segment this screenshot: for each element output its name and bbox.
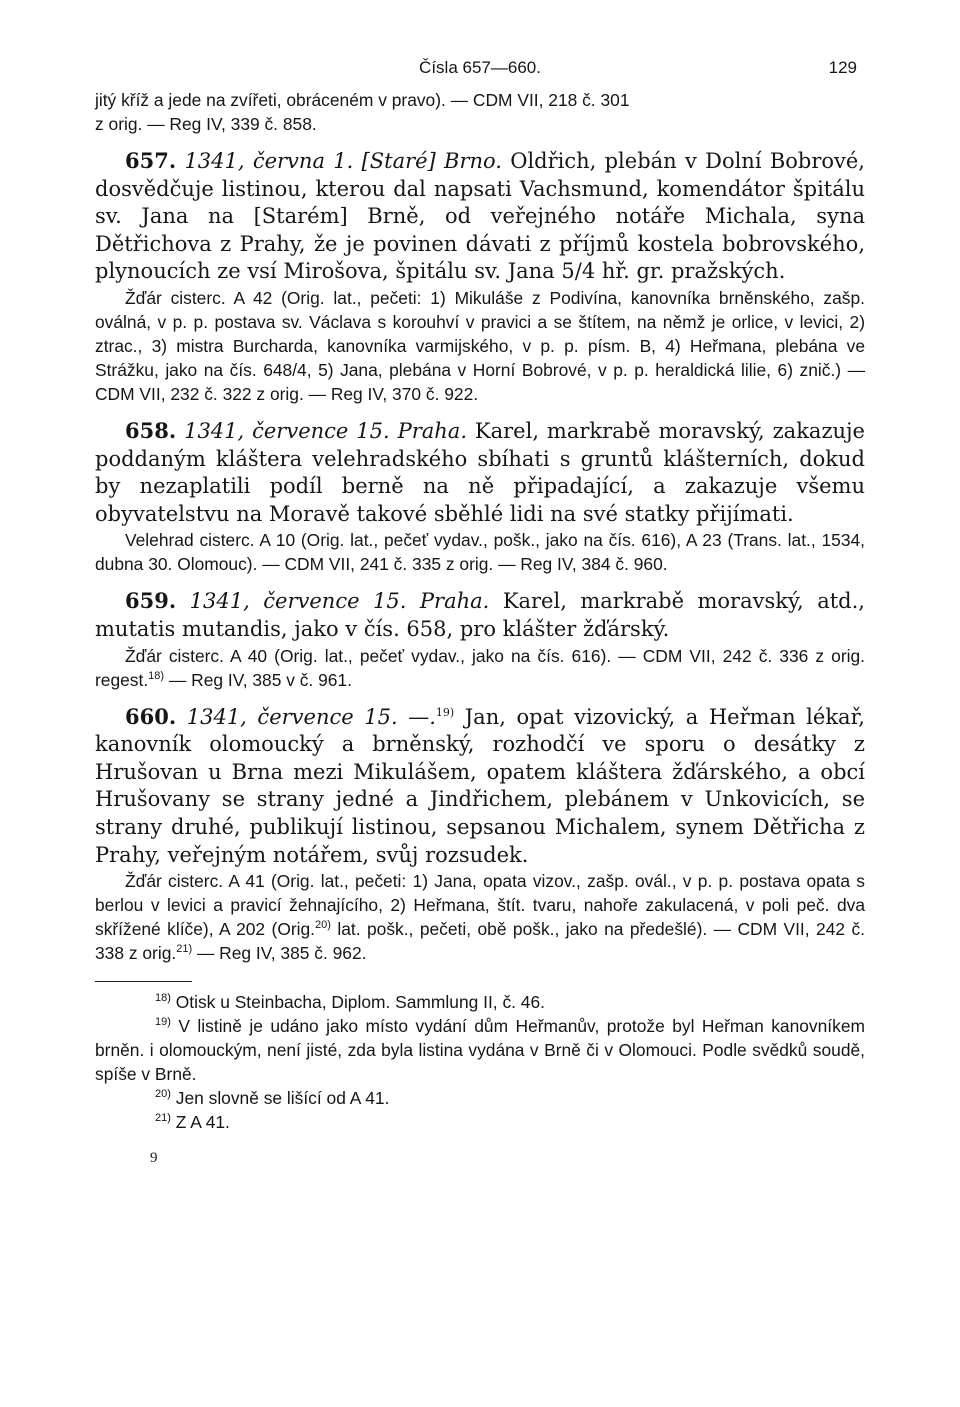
footnote-text: Jen slovně se lišící od A 41.	[175, 1088, 390, 1109]
entry-658	[95, 417, 865, 576]
entry-text: Jan, opat vizovický, a Heřman lékař, kanovník olomoucký a brněnský, rozhodčí ve sporu o desátky z Hrušovan u Brna mezi Mikulášem, opatem kláštera žďárského, a obcí Hrušovany se strany jedné a Jindřichem, plebánem v Unkovicích, se strany druhé, publikují listinou, sepsanou Michalem, synem Dětřicha z Prahy, veřejným notářem, svůj rozsudek.	[95, 704, 865, 867]
page-number: 129	[828, 58, 857, 77]
footnote-mark: 20)	[155, 1088, 171, 1101]
footnote	[95, 1014, 865, 1086]
entry-text: Oldřich, plebán v Dolní Bobrové, dosvědčuje listinou, kterou dal napsati Vachsmund, komendátor špitálu sv. Jana na [Starém] Brně, od veřejného notáře Michala, syna Dětřichova z Prahy, že je povinen dávati z příjmů kostela bobrovského, plynoucích ze vsí Mirošova, špitálu sv. Jana 5/4 hř. gr. pražských.	[95, 149, 865, 284]
footnote-mark: 19)	[155, 1016, 171, 1029]
entry-source	[95, 644, 865, 692]
entry-regest	[95, 587, 865, 643]
continued-line-2: z orig. — Reg IV, 339 č. 858.	[95, 114, 317, 134]
entry-source: Velehrad cisterc. A 10 (Orig. lat., pečeť vydav., pošk., jako na čís. 616), A 23 (Trans. lat., 1534, dubna 30. Olomouc). — CDM VII, 241 č. 335 z orig. — Reg IV, 384 č. 960.	[95, 530, 865, 575]
entry-date: 1341, června 1. [Staré] Brno.	[184, 149, 502, 173]
signature-mark: 9	[150, 1150, 158, 1167]
entry-text: Karel, markrabě moravský, atd., mutatis mutandis, jako v čís. 658, pro klášter žďárský.	[95, 589, 865, 641]
source-text: — Reg IV, 385 v č. 961.	[164, 669, 352, 690]
entry-source	[95, 869, 865, 965]
entry-date: 1341, července 15. Praha.	[189, 589, 490, 614]
entry-date: 1341, července 15. —.	[186, 704, 436, 729]
entry-number: 660.	[125, 703, 177, 729]
footnote-ref: 19)	[435, 705, 455, 719]
source-text: Žďár cisterc. A 40 (Orig. lat., pečeť vydav., jako na čís. 616). — CDM VII, 242 č. 336 z orig. regest.	[95, 645, 865, 690]
entry-660	[95, 703, 865, 966]
footnote-mark: 18)	[155, 992, 171, 1005]
entry-source: Žďár cisterc. A 42 (Orig. lat., pečeti: 1) Mikuláše z Podivína, kanovníka brněnského, zašp. oválná, v p. p. postava sv. Václava s korouhví v pravici a se štítem, na němž je orlice, v levici, 2) ztrac., 3) mistra Burcharda, kanovníka varmijského, v p. p. písm. B, 4) Heřmana, plebána ve Strážku, jako na čís. 648/4, 5) Jana, plebána v Horní Bobrové, v p. p. heraldická lilie, 6) znič.) — CDM VII, 232 č. 322 z orig. — Reg IV, 370 č. 922.	[95, 287, 865, 404]
entry-date: 1341, července 15. Praha.	[184, 418, 467, 443]
footnote-ref: 18)	[148, 669, 165, 682]
entry-text: Karel, markrabě moravský, zakazuje poddaným kláštera velehradského sbíhati s gruntů klášterních, dokud by nezaplatili podíl berně na ně připadající, a zakazuje všemu obyvatelstvu na Moravě takové sběhlé lidi na své statky přijímati.	[95, 418, 865, 526]
entry-number: 658.	[125, 417, 177, 443]
source-text: Žďár cisterc. A 41 (Orig. lat., pečeti: 1) Jana, opata vizov., zašp. ovál., v p. p. postava opata s berlou v levici a pravicí žehnajícího, 2) Heřmana, štít. tvaru, nahoře zakulacená, v poli peč. dva skřížené klíče), A 202 (Orig.	[95, 871, 865, 940]
entry-regest	[95, 417, 865, 528]
footnote-ref: 21)	[176, 943, 193, 956]
document-page	[95, 58, 865, 1167]
entry-regest	[95, 147, 865, 286]
entry-number: 659.	[125, 588, 177, 614]
entry-659	[95, 587, 865, 691]
entry-regest	[95, 703, 865, 870]
source-text: — Reg IV, 385 č. 962.	[192, 943, 367, 964]
running-head-title: Čísla 657—660.	[419, 58, 541, 77]
footnote-text: V listině je udáno jako místo vydání dům Heřmanův, protože byl Heřman kanovníkem brněn. i olomouckým, není jisté, zda byla listina vydána v Brně či v Olomouci. Podle svědků soudě, spíše v Brně.	[95, 1016, 865, 1085]
footnote	[95, 990, 865, 1014]
footnote-text: Otisk u Steinbacha, Diplom. Sammlung II, č. 46.	[175, 992, 545, 1013]
footnote	[95, 1086, 865, 1110]
continued-text	[95, 88, 865, 136]
footnote-text: Z A 41.	[175, 1112, 230, 1133]
footnote-mark: 21)	[155, 1112, 171, 1125]
running-head	[95, 58, 865, 88]
footnotes	[95, 990, 865, 1134]
entry-number: 657.	[125, 148, 177, 173]
continued-line-1: jitý kříž a jede na zvířeti, obráceném v pravo). — CDM VII, 218 č. 301	[95, 90, 630, 110]
footnote	[95, 1110, 865, 1134]
footnote-ref: 20)	[315, 919, 331, 932]
footnote-divider	[95, 981, 192, 982]
entry-657	[95, 147, 865, 406]
source-text: lat. pošk., pečeti, obě pošk., jako na předešlé). — CDM VII, 242 č. 338 z orig.	[95, 919, 865, 964]
